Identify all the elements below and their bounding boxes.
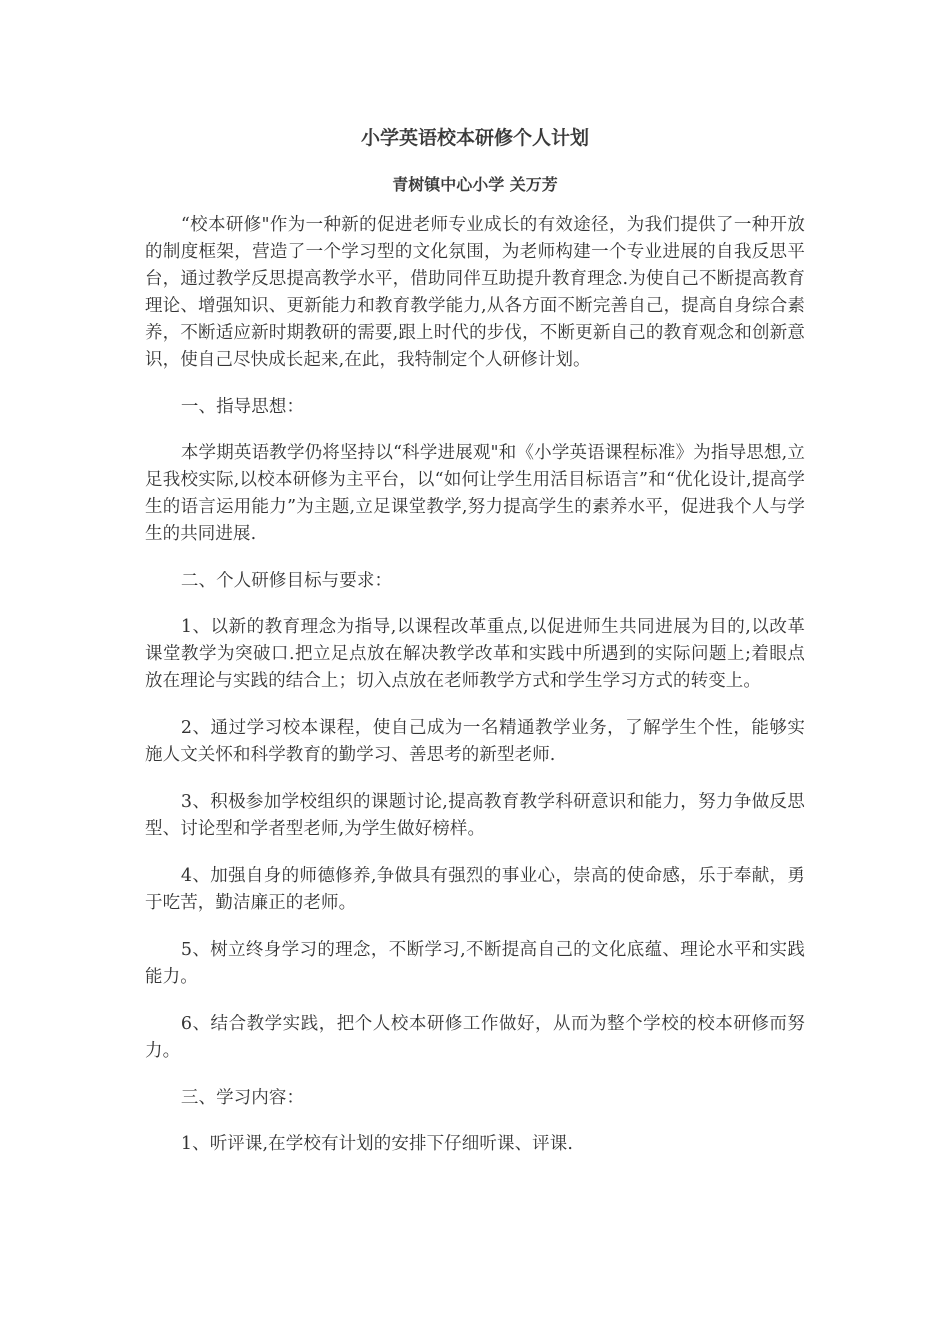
goal-item-1: 1、以新的教育理念为指导,以课程改革重点,以促进师生共同进展为目的,以改革课堂教学为突破口.把立足点放在解决教学改革和实践中所遇到的实际问题上;着眼点放在理论与实践的结合上；切入点放在老师教学方式和学生学习方式的转变上。 bbox=[145, 617, 805, 691]
guiding-thought-paragraph: 本学期英语教学仍将坚持以“科学进展观"和《小学英语课程标准》为指导思想,立足我校实际,以校本研修为主平台，以“如何让学生用活目标语言”和“优化设计,提高学生的语言运用能力”为主题,立足课堂教学,努力提高学生的素养水平，促进我个人与学生的共同进展. bbox=[145, 443, 805, 544]
section-heading-study-content: 三、学习内容： bbox=[180, 1088, 305, 1108]
document-body bbox=[145, 212, 805, 1178]
goal-item-3: 3、积极参加学校组织的课题讨论,提高教育教学科研意识和能力，努力争做反思型、讨论型和学者型老师,为学生做好榜样。 bbox=[145, 792, 805, 839]
goal-item-5: 5、树立终身学习的理念，不断学习,不断提高自己的文化底蕴、理论水平和实践能力。 bbox=[145, 940, 805, 987]
intro-paragraph: “校本研修"作为一种新的促进老师专业成长的有效途径，为我们提供了一种开放的制度框架，营造了一个学习型的文化氛围，为老师构建一个专业进展的自我反思平台，通过教学反思提高教学水平，借助同伴互助提升教育理念.为使自己不断提高教育理论、增强知识、更新能力和教育教学能力,从各方面不断完善自己，提高自身综合素养，不断适应新时期教研的需要,跟上时代的步伐，不断更新自己的教育观念和创新意识，使自己尽快成长起来,在此，我特制定个人研修计划。 bbox=[145, 215, 805, 370]
study-item-1: 1、听评课,在学校有计划的安排下仔细听课、评课. bbox=[180, 1134, 574, 1154]
section-heading-goals: 二、个人研修目标与要求： bbox=[180, 571, 393, 591]
goal-item-4: 4、加强自身的师德修养,争做具有强烈的事业心，崇高的使命感，乐于奉献，勇于吃苦，勤洁廉正的老师。 bbox=[145, 866, 805, 913]
goal-item-2: 2、通过学习校本课程，使自己成为一名精通教学业务，了解学生个性，能够实施人文关怀和科学教育的勤学习、善思考的新型老师. bbox=[145, 718, 805, 765]
document-title: 小学英语校本研修个人计划 bbox=[360, 127, 589, 149]
author-line: 青树镇中心小学 关万芳 bbox=[392, 175, 558, 194]
goal-item-6: 6、结合教学实践，把个人校本研修工作做好，从而为整个学校的校本研修而努力。 bbox=[145, 1014, 805, 1061]
section-heading-guiding-thought: 一、指导思想： bbox=[180, 397, 305, 417]
